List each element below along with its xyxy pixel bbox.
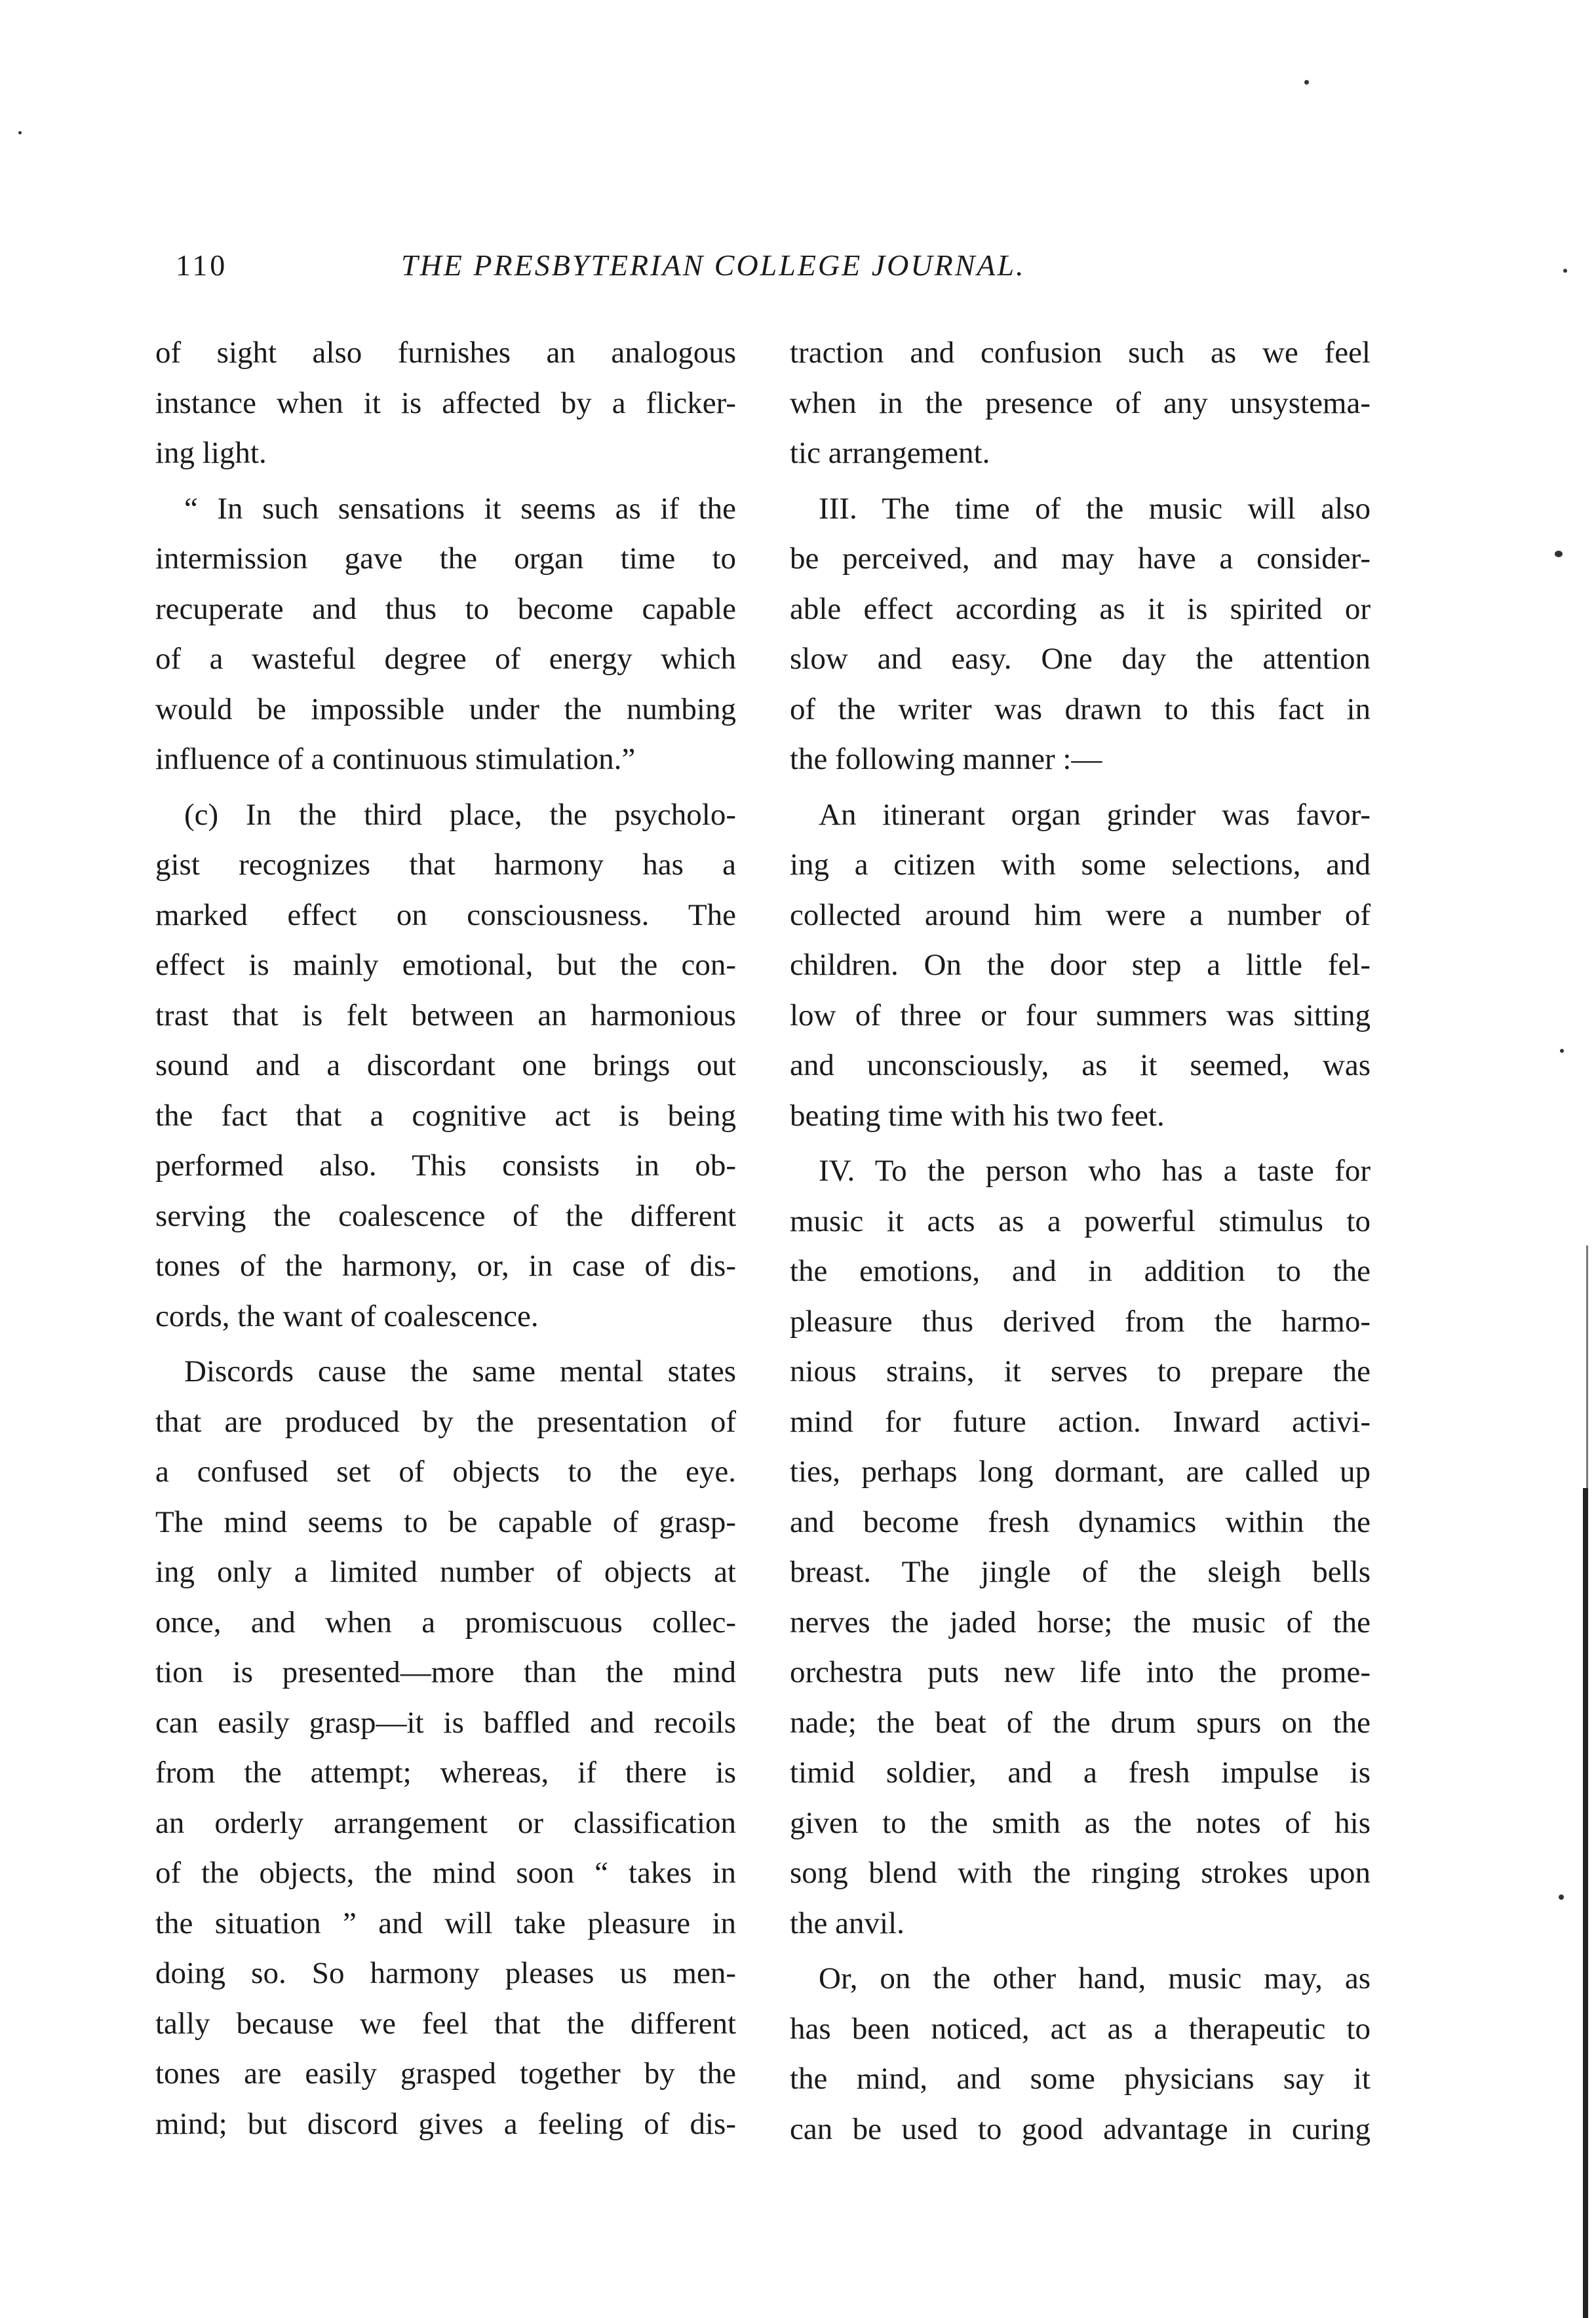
text-line: tones of the harmony, or, in case of dis- [155, 1249, 736, 1283]
text-line: effect is mainly emotional, but the con- [155, 948, 736, 982]
text-line: nade; the beat of the drum spurs on the [790, 1705, 1371, 1740]
scan-speck [1563, 269, 1567, 273]
text-line: tones are easily grasped together by the [155, 2056, 736, 2091]
text-line: of sight also furnishes an analogous [155, 336, 736, 370]
text-line: a confused set of objects to the eye. [155, 1455, 736, 1489]
text-line: children. On the door step a little fel- [790, 948, 1371, 982]
scan-speck [1559, 1895, 1564, 1900]
text-line: the emotions, and in addition to the [790, 1254, 1371, 1288]
text-line: instance when it is affected by a flicker- [155, 385, 736, 420]
text-line: tally because we feel that the different [155, 2006, 736, 2041]
text-line: performed also. This consists in ob- [155, 1149, 736, 1183]
text-line: doing so. So harmony pleases us men- [155, 1956, 736, 1990]
text-line: the following manner :— [790, 742, 1102, 776]
text-line: influence of a continuous stimulation.” [155, 742, 636, 776]
text-line: traction and confusion such as we feel [790, 336, 1371, 370]
paragraph-gap [155, 1341, 736, 1346]
page-header [0, 248, 1596, 294]
paragraph-gap [155, 785, 736, 790]
text-line: low of three or four summers was sitting [790, 998, 1371, 1032]
text-line: ing a citizen with some selections, and [790, 848, 1371, 882]
text-line: cords, the want of coalescence. [155, 1299, 539, 1333]
text-line: nious strains, it serves to prepare the [790, 1354, 1371, 1388]
text-line: slow and easy. One day the attention [790, 642, 1371, 676]
scan-speck [1555, 551, 1563, 557]
text-line: given to the smith as the notes of his [790, 1805, 1371, 1840]
text-line: recuperate and thus to become capable [155, 591, 736, 626]
text-line: the mind, and some physicians say it [790, 2062, 1371, 2096]
text-line: serving the coalescence of the different [155, 1198, 736, 1233]
text-line: collected around him were a number of [790, 897, 1371, 932]
text-line: and unconsciously, as it seemed, was [790, 1048, 1371, 1082]
text-line: gist recognizes that harmony has a [155, 848, 736, 882]
text-line: when in the presence of any unsystema- [790, 385, 1371, 420]
text-line: timid soldier, and a fresh impulse is [790, 1756, 1371, 1790]
text-line: nerves the jaded horse; the music of the [790, 1605, 1371, 1640]
text-line: trast that is felt between an harmonious [155, 998, 736, 1032]
paragraph-gap [155, 479, 736, 484]
text-line: the anvil. [790, 1906, 905, 1940]
paragraph-gap [790, 1948, 1371, 1954]
text-line: mind for future action. Inward activi- [790, 1404, 1371, 1439]
text-line: would be impossible under the numbing [155, 692, 736, 726]
text-line: able effect according as it is spirited or [790, 591, 1371, 626]
text-line: of a wasteful degree of energy which [155, 642, 736, 676]
text-line: pleasure thus derived from the harmo- [790, 1304, 1371, 1339]
text-line: IV. To the person who has a taste for [819, 1154, 1371, 1188]
scan-speck [1560, 1049, 1564, 1053]
text-line: An itinerant organ grinder was favor- [819, 797, 1371, 832]
text-line: (c) In the third place, the psycholo- [184, 797, 736, 832]
text-line: an orderly arrangement or classification [155, 1805, 736, 1840]
text-line: mind; but discord gives a feeling of dis- [155, 2106, 736, 2141]
scan-speck [1304, 80, 1309, 85]
running-title: THE PRESBYTERIAN COLLEGE JOURNAL. [401, 248, 1026, 282]
scan-speck [18, 131, 22, 134]
text-line: be perceived, and may have a consider- [790, 541, 1371, 576]
text-line: III. The time of the music will also [819, 491, 1371, 526]
text-line: the fact that a cognitive act is being [155, 1098, 736, 1133]
text-line: intermission gave the organ time to [155, 541, 736, 576]
text-line: beating time with his two feet. [790, 1098, 1165, 1133]
text-line: of the objects, the mind soon “ takes in [155, 1856, 736, 1890]
text-line: Or, on the other hand, music may, as [819, 1961, 1371, 1995]
paragraph-gap [790, 1141, 1371, 1146]
text-line: sound and a discordant one brings out [155, 1048, 736, 1082]
text-line: music it acts as a powerful stimulus to [790, 1204, 1371, 1238]
paragraph-gap [790, 785, 1371, 790]
left-column [155, 328, 736, 2149]
text-line: tic arrangement. [790, 436, 990, 470]
text-line: that are produced by the presentation of [155, 1404, 736, 1439]
text-line: marked effect on consciousness. The [155, 897, 736, 932]
text-line: can be used to good advantage in curing [790, 2112, 1371, 2146]
text-line: ing light. [155, 436, 267, 470]
text-line: orchestra puts new life into the prome- [790, 1655, 1371, 1689]
text-line: and become fresh dynamics within the [790, 1504, 1371, 1539]
text-line: can easily grasp—it is baffled and recoils [155, 1705, 736, 1740]
text-line: of the writer was drawn to this fact in [790, 692, 1371, 726]
text-line: tion is presented—more than the mind [155, 1655, 736, 1689]
text-line: The mind seems to be capable of grasp- [155, 1504, 736, 1539]
text-line: ing only a limited number of objects at [155, 1555, 736, 1589]
text-line: the situation ” and will take pleasure in [155, 1906, 736, 1940]
text-line: Discords cause the same mental states [184, 1354, 736, 1388]
text-line: “ In such sensations it seems as if the [184, 491, 736, 526]
text-line: ties, perhaps long dormant, are called up [790, 1455, 1371, 1489]
paragraph-gap [790, 479, 1371, 484]
text-line: from the attempt; whereas, if there is [155, 1756, 736, 1790]
text-line: breast. The jingle of the sleigh bells [790, 1555, 1371, 1589]
text-line: song blend with the ringing strokes upon [790, 1856, 1371, 1890]
text-line: has been noticed, act as a therapeutic to [790, 2011, 1371, 2046]
page-number: 110 [176, 248, 228, 282]
scan-edge-shadow [1586, 1246, 1588, 1488]
right-column [790, 328, 1371, 2154]
text-line: once, and when a promiscuous collec- [155, 1605, 736, 1640]
scan-edge-shadow [1583, 1488, 1588, 2318]
